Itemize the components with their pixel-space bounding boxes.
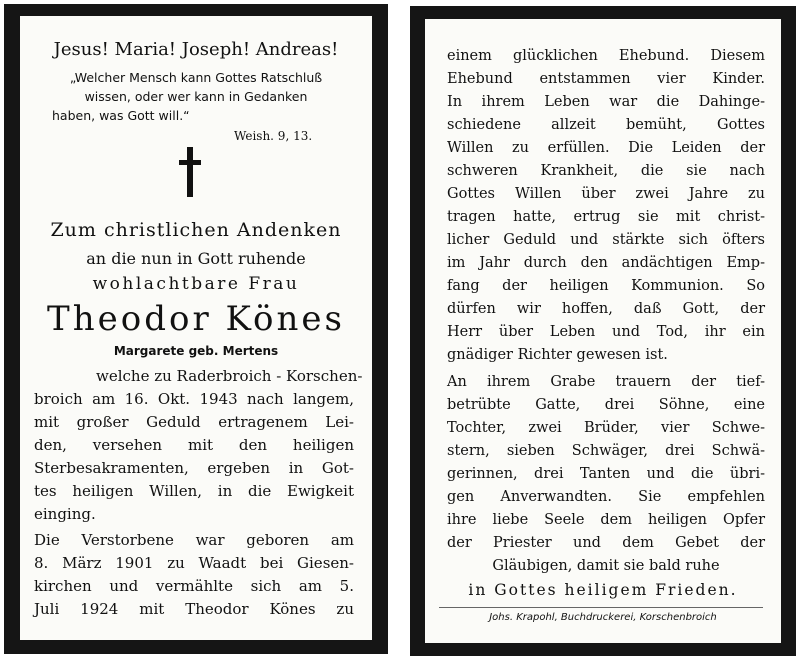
body-line: im Jahr durch den andächtigen Emp-: [447, 255, 765, 271]
body-line: Herr über Leben und Tod, ihr ein: [447, 324, 765, 340]
body-line: dürfen wir hoffen, daß Gott, der: [447, 301, 765, 317]
intro-line: wohlachtbare Frau: [92, 274, 300, 294]
body-line: tes heiligen Willen, in die Ewigkeit: [34, 482, 354, 500]
body-line: licher Geduld und stärkte sich öfters: [447, 232, 765, 248]
body-line: gerinnen, drei Tanten und die übri-: [447, 466, 765, 482]
body-line: einging.: [34, 505, 96, 523]
body-line: welche zu Raderbroich - Korschen-: [96, 367, 363, 385]
deceased-name: Theodor Könes: [47, 299, 345, 339]
body-line: Ehebund entstammen vier Kinder.: [447, 71, 765, 87]
body-line: kirchen und vermählte sich am 5.: [34, 577, 354, 595]
right-card-page: [425, 19, 781, 643]
body-line: gnädiger Richter gewesen ist.: [447, 347, 668, 363]
quote-reference: Weish. 9, 13.: [234, 129, 313, 143]
intro-line: Zum christlichen Andenken: [50, 219, 342, 241]
left-card-border: [4, 4, 388, 654]
body-line: Sterbesakramenten, ergeben in Got-: [34, 459, 354, 477]
body-line: Juli 1924 mit Theodor Könes zu: [34, 600, 354, 618]
body-line: In ihrem Leben war die Dahinge-: [447, 94, 765, 110]
body-line: schiedene allzeit bemüht, Gottes: [447, 117, 765, 133]
body-line: fang der heiligen Kommunion. So: [447, 278, 765, 294]
body-line: stern, sieben Schwäger, drei Schwä-: [447, 443, 765, 459]
body-line: Willen zu erfüllen. Die Leiden der: [447, 140, 765, 156]
body-line: betrübte Gatte, drei Söhne, eine: [447, 397, 765, 413]
body-line: An ihrem Grabe trauern der tief-: [447, 374, 765, 390]
body-line: Gläubigen, damit sie bald ruhe: [492, 558, 720, 574]
body-line: Gottes Willen über zwei Jahre zu: [447, 186, 765, 202]
quote-line: „Welcher Mensch kann Gottes Ratschluß: [69, 70, 323, 85]
quote-line: haben, was Gott will.“: [52, 108, 190, 123]
right-card-border: [410, 6, 796, 656]
intro-line: an die nun in Gott ruhende: [86, 249, 306, 268]
body-line: den, versehen mit den heiligen: [34, 436, 354, 454]
body-line: schweren Krankheit, die sie nach: [447, 163, 765, 179]
divider: [439, 607, 763, 608]
closing-line: in Gottes heiligem Frieden.: [468, 581, 738, 599]
left-card-page: [20, 16, 372, 640]
body-line: tragen hatte, ertrug sie mit christ-: [447, 209, 765, 225]
body-line: Tochter, zwei Brüder, vier Schwe-: [447, 420, 765, 436]
cross-icon: [179, 147, 201, 197]
body-line: Die Verstorbene war geboren am: [34, 531, 354, 549]
printer-credit: Johs. Krapohl, Buchdruckerei, Korschenbroich: [489, 612, 717, 623]
body-line: der Priester und dem Gebet der: [447, 535, 765, 551]
body-line: ihre liebe Seele dem heiligen Opfer: [447, 512, 765, 528]
body-line: einem glücklichen Ehebund. Diesem: [447, 48, 765, 64]
maiden-name: Margarete geb. Mertens: [113, 344, 279, 358]
body-line: gen Anverwandten. Sie empfehlen: [447, 489, 765, 505]
body-line: mit großer Geduld ertragenem Lei-: [34, 413, 354, 431]
body-line: 8. März 1901 zu Waadt bei Giesen-: [34, 554, 354, 572]
invocation: Jesus! Maria! Joseph! Andreas!: [53, 39, 339, 60]
body-line: broich am 16. Okt. 1943 nach langem,: [34, 390, 354, 408]
quote-line: wissen, oder wer kann in Gedanken: [84, 89, 308, 104]
